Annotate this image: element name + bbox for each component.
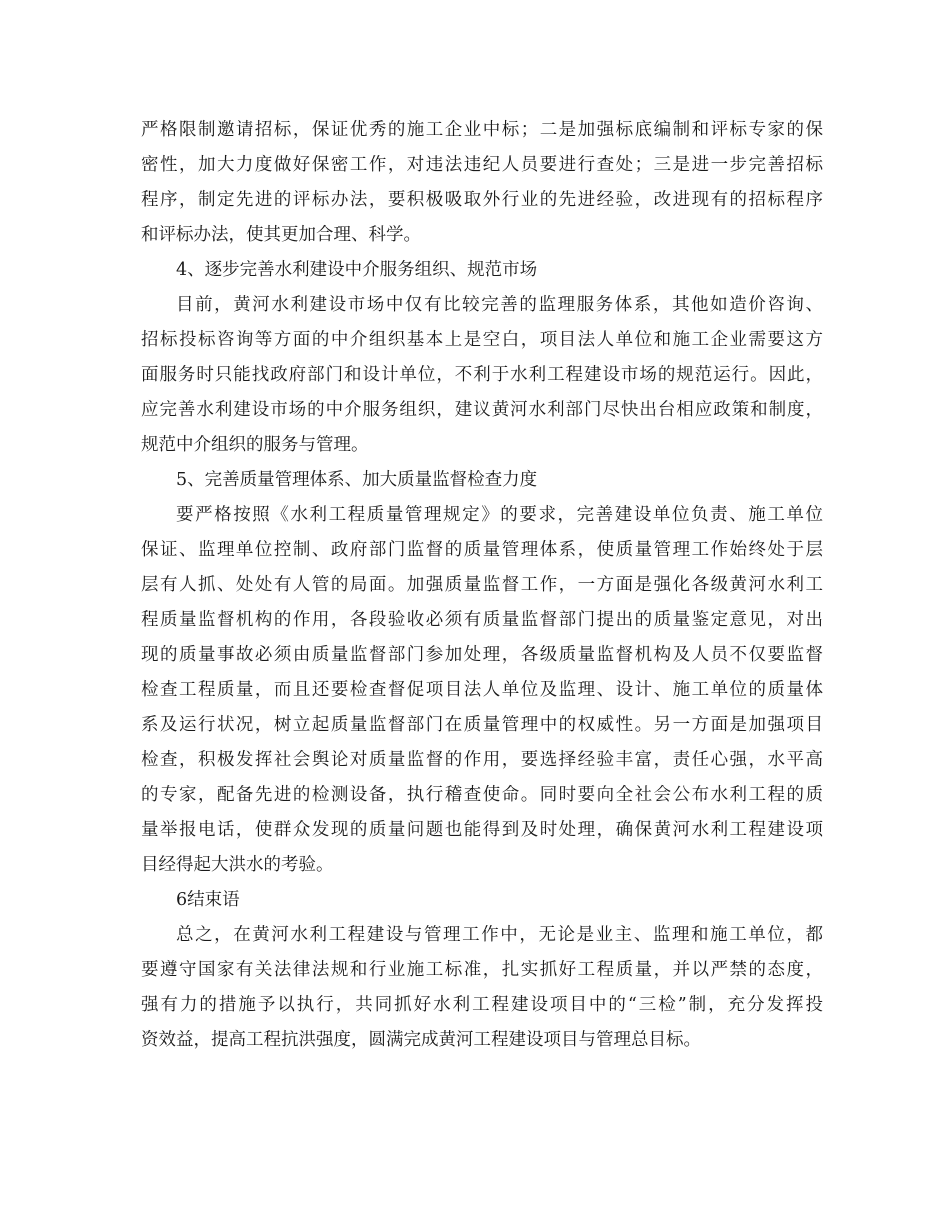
paragraph-line: 招标投标咨询等方面的中介组织基本上是空白，项目法人单位和施工企业需要这方 [141,330,823,350]
paragraph-line: 程质量监督机构的作用，各段验收必须有质量监督部门提出的质量鉴定意见，对出 [141,610,823,630]
paragraph-conclusion [141,918,823,1058]
paragraph-line: 检查工程质量，而且还要检查督促项目法人单位及监理、设计、施工单位的质量体 [141,680,823,700]
paragraph-line: 规范中介组织的服务与管理。 [141,435,369,455]
paragraph-line: 资效益，提高工程抗洪强度，圆满完成黄河工程建设项目与管理总目标。 [141,1030,701,1050]
paragraph-line: 面服务时只能找政府部门和设计单位，不利于水利工程建设市场的规范运行。因此， [141,365,823,385]
paragraph-line: 密性，加大力度做好保密工作，对违法违纪人员要进行查处；三是进一步完善招标 [141,155,823,175]
paragraph-line: 强有力的措施予以执行，共同抓好水利工程建设项目中的“三检”制，充分发挥投 [141,995,823,1015]
paragraph-line: 目前，黄河水利建设市场中仅有比较完善的监理服务体系，其他如造价咨询、 [176,295,823,315]
paragraph-line: 目经得起大洪水的考验。 [141,855,334,875]
paragraph-intermediary-services [141,288,823,463]
paragraph-line: 现的质量事故必须由质量监督部门参加处理，各级质量监督机构及人员不仅要监督 [141,645,823,665]
section-heading-4: 4、逐步完善水利建设中介服务组织、规范市场 [176,260,538,280]
paragraph-line: 系及运行状况，树立起质量监督部门在质量管理中的权威性。另一方面是加强项目 [141,715,823,735]
section-heading-5: 5、完善质量管理体系、加大质量监督检查力度 [176,470,538,490]
paragraph-line: 保证、监理单位控制、政府部门监督的质量管理体系，使质量管理工作始终处于层 [141,540,823,560]
paragraph-line: 的专家，配备先进的检测设备，执行稽查使命。同时要向全社会公布水利工程的质 [141,785,823,805]
paragraph-line: 要严格按照《水利工程质量管理规定》的要求，完善建设单位负责、施工单位 [176,505,823,525]
paragraph-line: 层有人抓、处处有人管的局面。加强质量监督工作，一方面是强化各级黄河水利工 [141,575,823,595]
paragraph-line: 检查，积极发挥社会舆论对质量监督的作用，要选择经验丰富，责任心强，水平高 [141,750,823,770]
paragraph-line: 总之，在黄河水利工程建设与管理工作中，无论是业主、监理和施工单位，都 [176,925,823,945]
paragraph-line: 严格限制邀请招标，保证优秀的施工企业中标；二是加强标底编制和评标专家的保 [141,120,823,140]
paragraph-line: 程序，制定先进的评标办法，要积极吸取外行业的先进经验，改进现有的招标程序 [141,190,823,210]
document-body [141,113,823,1058]
paragraph-line: 应完善水利建设市场的中介服务组织，建议黄河水利部门尽快出台相应政策和制度， [141,400,823,420]
paragraph-line: 要遵守国家有关法律法规和行业施工标准，扎实抓好工程质量，并以严禁的态度， [141,960,823,980]
section-heading-6: 6结束语 [176,890,240,910]
paragraph-line: 量举报电话，使群众发现的质量问题也能得到及时处理，确保黄河水利工程建设项 [141,820,823,840]
paragraph-quality-management [141,498,823,883]
paragraph-line: 和评标办法，使其更加合理、科学。 [141,225,421,245]
paragraph-tendering [141,113,823,253]
